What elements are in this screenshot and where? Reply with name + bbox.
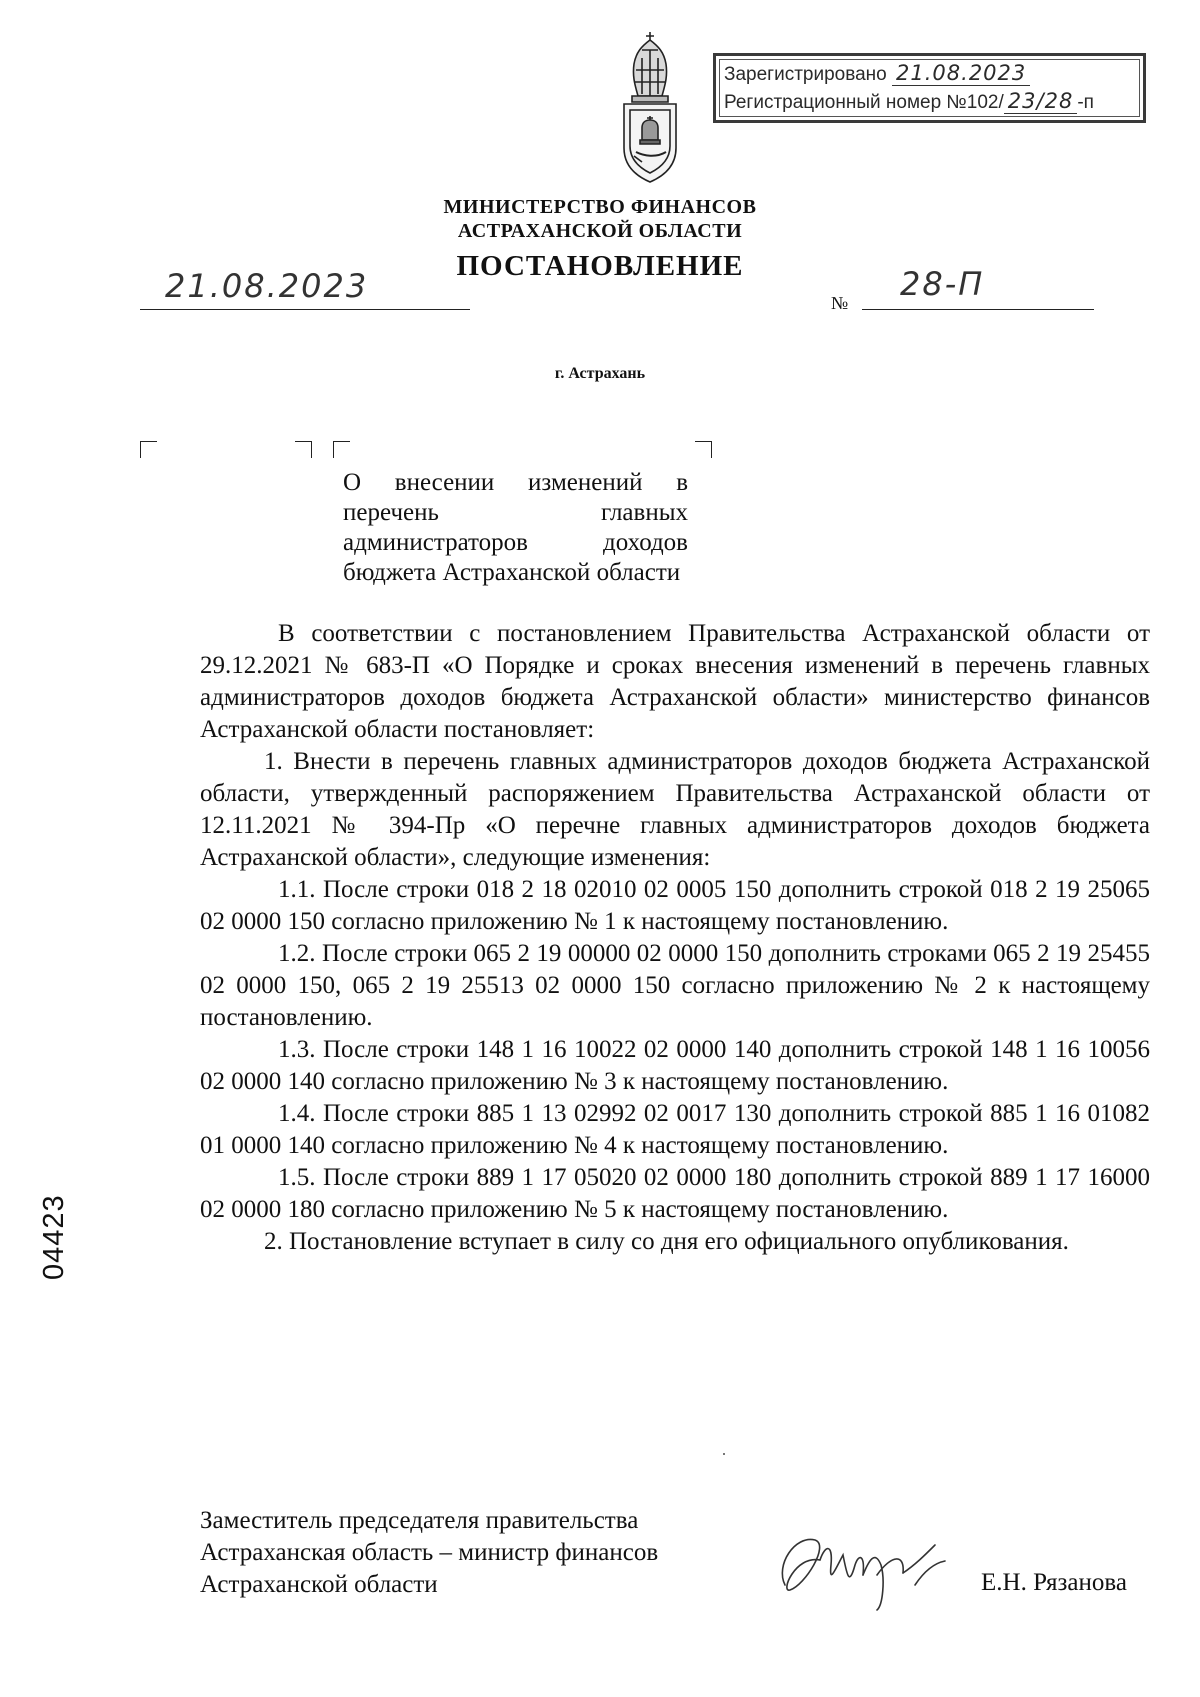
stamp-registered-date: 21.08.2023 — [892, 61, 1030, 86]
paragraph-item-1-4: 1.4. После строки 885 1 13 02992 02 0017 130 дополнить строкой 885 1 16 01082 01 0000 140 согласно приложению № 4 к настоящему постановлению. — [200, 1100, 1150, 1159]
side-inventory-number: 04423 — [38, 1194, 70, 1280]
stamp-reg-number-line — [724, 89, 1094, 114]
date-underline — [140, 309, 470, 310]
bracket-top-right-1 — [295, 441, 312, 458]
paragraph-preamble: В соответствии с постановлением Правительства Астраханской области от 29.12.2021 № 683-П «О Порядке и сроках внесения изменений в перечень главных администраторов доходов бюджета Астраханской области» министерство финансов Астраханской области постановляет: — [200, 620, 1150, 743]
registration-stamp — [713, 53, 1146, 123]
paragraph-item-1-5: 1.5. После строки 889 1 17 05020 02 0000 180 дополнить строкой 889 1 17 16000 02 0000 180 согласно приложению № 5 к настоящему постановлению. — [200, 1164, 1150, 1223]
paragraph-item-2: 2. Постановление вступает в силу со дня его официального опубликования. — [264, 1228, 1069, 1255]
number-label: № — [831, 293, 849, 313]
stamp-reg-number-suffix: -п — [1077, 92, 1094, 113]
paragraph-item-1: 1. Внести в перечень главных администраторов доходов бюджета Астраханской области, утвержденный распоряжением Правительства Астраханской области от 12.11.2021 № 394-Пр «О перечне главных администраторов доходов бюджета Астраханской области», следующие изменения: — [200, 748, 1150, 871]
document-type-title: ПОСТАНОВЛЕНИЕ — [456, 250, 744, 282]
signer-position-line2: Астраханская область – министр финансов — [200, 1539, 659, 1566]
stamp-registered-line — [724, 61, 1030, 86]
city-label: г. Астрахань — [554, 365, 646, 382]
ministry-name-line2: АСТРАХАНСКОЙ ОБЛАСТИ — [457, 220, 743, 242]
decree-body — [200, 618, 1150, 1258]
signer-position-line1: Заместитель председателя правительства — [200, 1507, 639, 1534]
paragraph-item-1-1: 1.1. После строки 018 2 18 02010 02 0005 150 дополнить строкой 018 2 19 25065 02 0000 150 согласно приложению № 1 к настоящему постановлению. — [200, 876, 1150, 935]
decree-subject: О внесении изменений в перечень главных администраторов доходов бюджета Астраханской области — [343, 469, 688, 586]
ministry-name-line1: МИНИСТЕРСТВО ФИНАНСОВ — [443, 196, 757, 218]
coat-of-arms-emblem — [612, 30, 688, 188]
handwritten-signature — [765, 1515, 955, 1615]
stamp-reg-number-value: 23/28 — [1004, 89, 1078, 114]
stamp-reg-number-label: Регистрационный номер №102/ — [724, 92, 1004, 113]
decree-number: 28-П — [900, 265, 985, 303]
bracket-top-left-2 — [333, 441, 350, 458]
scan-speck — [723, 1453, 725, 1455]
signer-position — [200, 1505, 760, 1601]
paragraph-item-1-2: 1.2. После строки 065 2 19 00000 02 0000 150 дополнить строками 065 2 19 25455 02 0000 150, 065 2 19 25513 02 0000 150 согласно приложению № 2 к настоящему постановлению. — [200, 940, 1150, 1031]
paragraph-item-1-3: 1.3. После строки 148 1 16 10022 02 0000 140 дополнить строкой 148 1 16 10056 02 0000 140 согласно приложению № 3 к настоящему постановлению. — [200, 1036, 1150, 1095]
stamp-registered-label: Зарегистрировано — [724, 64, 887, 85]
bracket-top-left-1 — [140, 441, 157, 458]
signer-name: Е.Н. Рязанова — [981, 1569, 1127, 1596]
signer-position-line3: Астраханской области — [200, 1571, 438, 1598]
number-underline — [862, 309, 1094, 310]
decree-date: 21.08.2023 — [165, 267, 369, 305]
bracket-top-right-2 — [695, 441, 712, 458]
